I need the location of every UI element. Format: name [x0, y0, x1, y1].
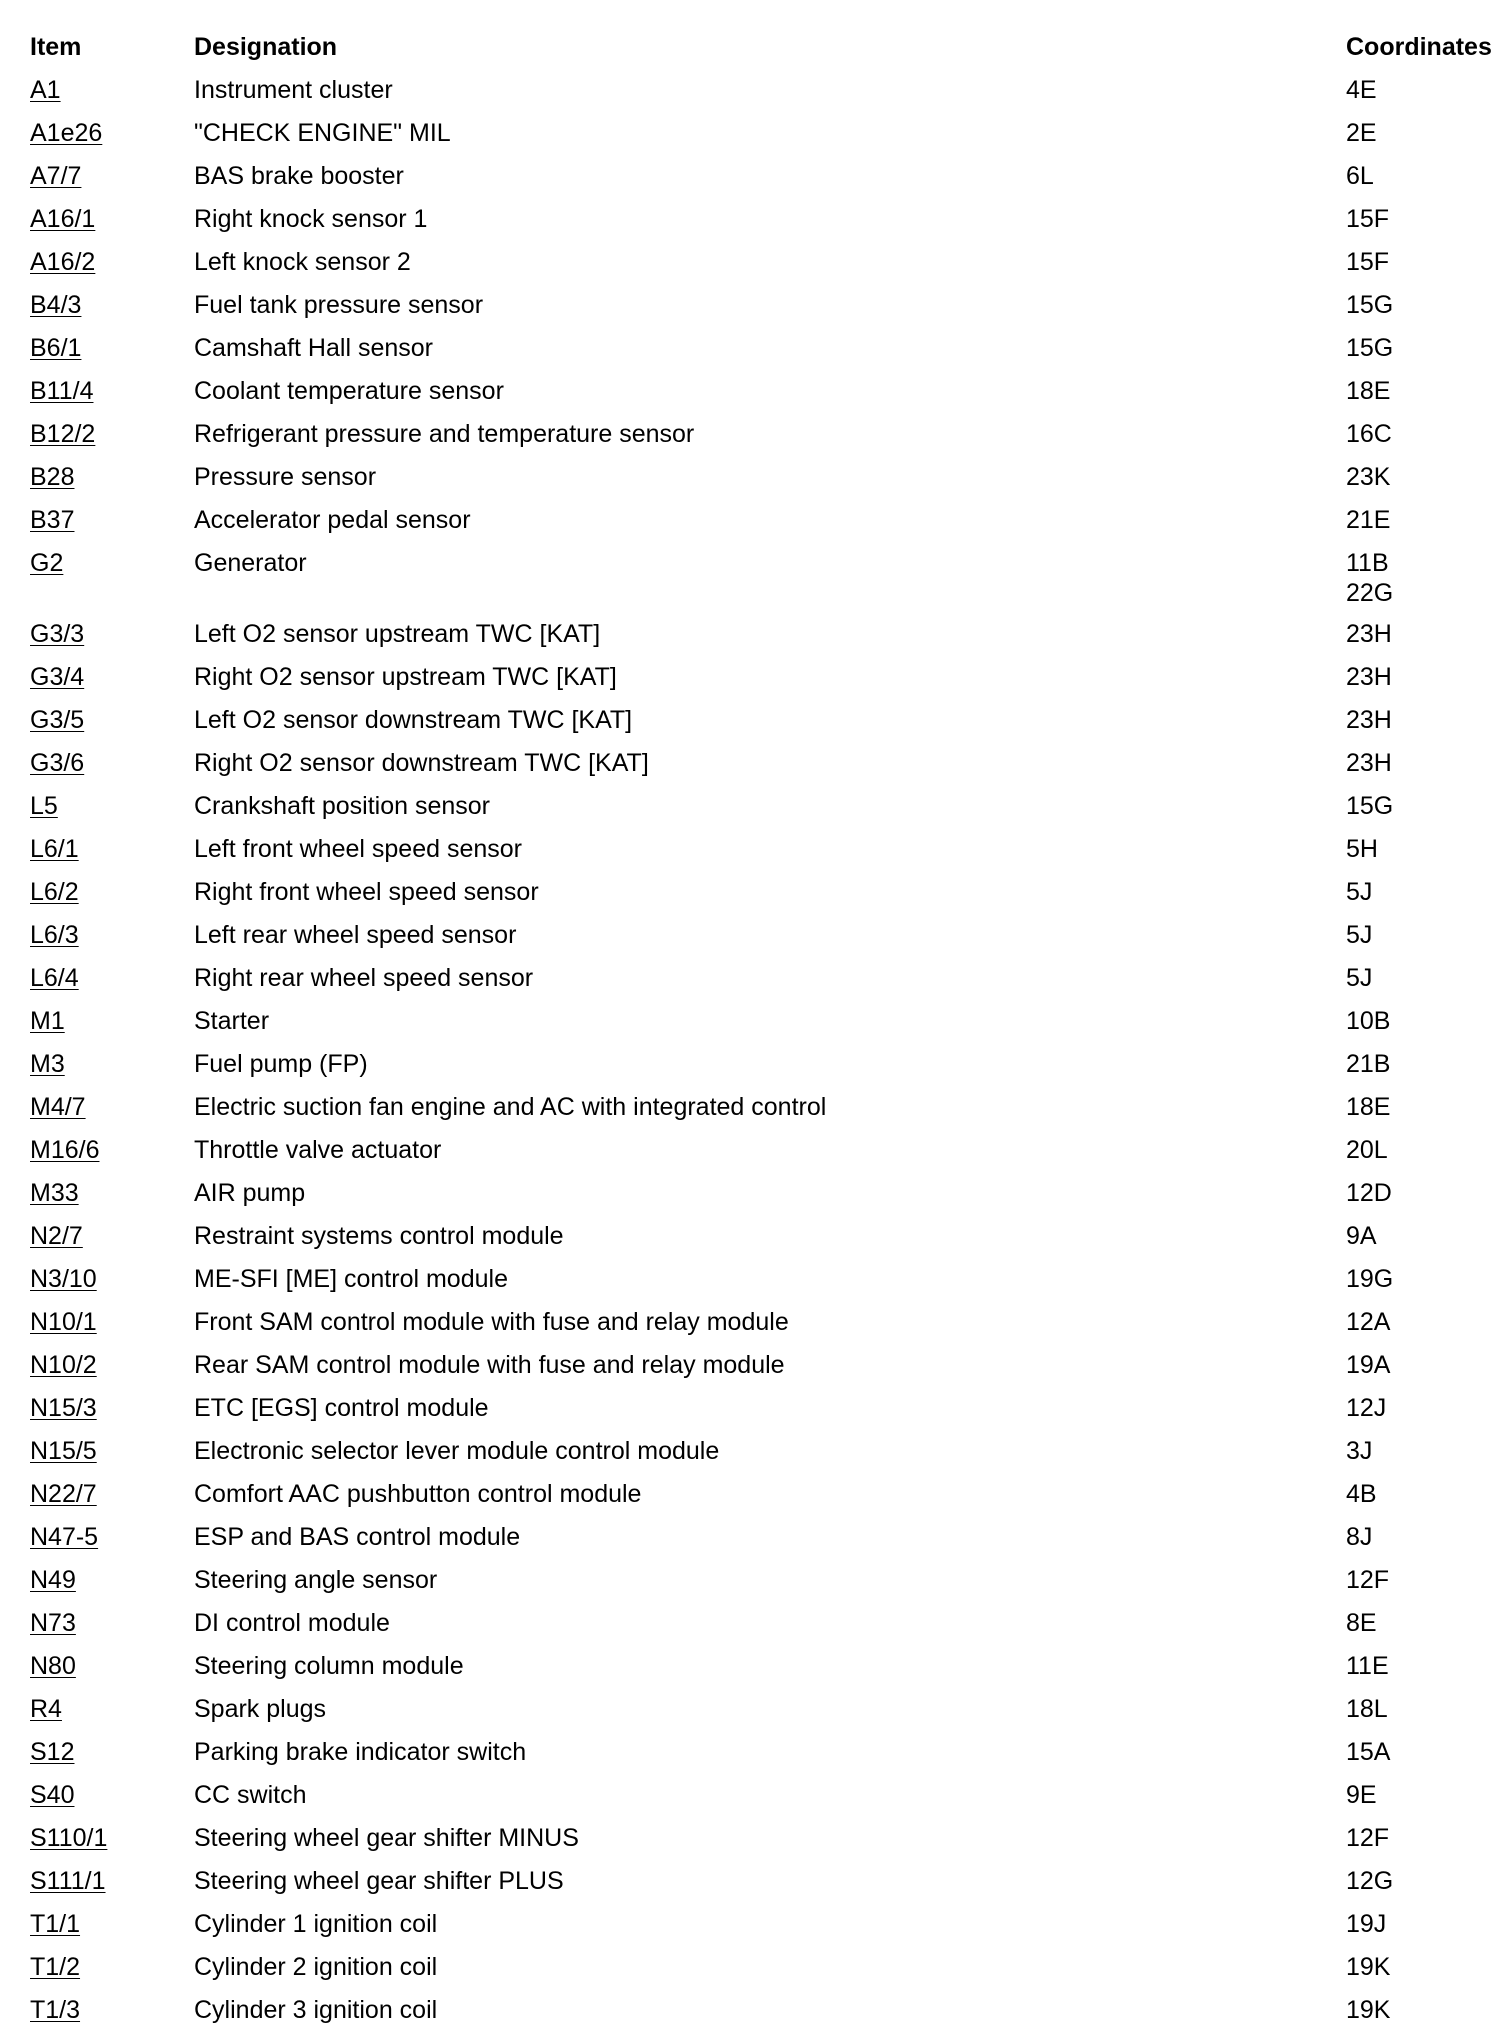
table-row: [30, 419, 1504, 462]
item-link[interactable]: T1/2: [30, 1953, 81, 1981]
coordinates-cell: [1346, 1737, 1496, 1767]
coordinate-value: 18L: [1346, 1695, 1388, 1723]
coordinate-value: 4B: [1346, 1480, 1377, 1508]
designation-text: Camshaft Hall sensor: [194, 334, 433, 362]
designation-text: Spark plugs: [194, 1695, 327, 1723]
table-row: [30, 1694, 1504, 1737]
designation-text: Comfort AAC pushbutton control module: [194, 1480, 642, 1508]
coordinate-value: 5J: [1346, 964, 1373, 992]
designation-text: Right O2 sensor upstream TWC [KAT]: [194, 663, 617, 691]
component-legend-table: [30, 32, 1504, 2038]
coordinate-value: 8E: [1346, 1609, 1377, 1637]
item-link[interactable]: S111/1: [30, 1867, 106, 1895]
designation-text: Electronic selector lever module control module: [194, 1437, 720, 1465]
coordinate-value: 6L: [1346, 162, 1374, 190]
table-row: [30, 791, 1504, 834]
coordinates-cell: [1346, 204, 1496, 234]
coordinates-cell: [1346, 748, 1496, 778]
item-link[interactable]: R4: [30, 1695, 62, 1723]
coordinates-cell: [1346, 791, 1496, 821]
designation-text: ETC [EGS] control module: [194, 1394, 489, 1422]
table-row: [30, 1006, 1504, 1049]
coordinates-cell: [1346, 1092, 1496, 1122]
item-link[interactable]: T1/1: [30, 1910, 81, 1938]
table-row: [30, 75, 1504, 118]
coordinates-cell: [1346, 1393, 1496, 1423]
coordinate-value: 9E: [1346, 1781, 1377, 1809]
table-row: [30, 748, 1504, 791]
item-link[interactable]: N15/5: [30, 1437, 97, 1465]
item-link[interactable]: A7/7: [30, 162, 82, 190]
coordinate-value: 21E: [1346, 506, 1391, 534]
designation-text: Cylinder 3 ignition coil: [194, 1996, 438, 2024]
table-row: [30, 1393, 1504, 1436]
coordinate-value: 23K: [1346, 463, 1391, 491]
coordinate-value: 12F: [1346, 1824, 1390, 1852]
item-link[interactable]: N10/1: [30, 1308, 97, 1336]
coordinate-value: 11E: [1346, 1652, 1389, 1680]
table-row: [30, 1479, 1504, 1522]
designation-text: Right rear wheel speed sensor: [194, 964, 534, 992]
table-row: [30, 1092, 1504, 1135]
coordinates-cell: [1346, 1608, 1496, 1638]
item-link[interactable]: S110/1: [30, 1824, 108, 1852]
coordinates-cell: [1346, 548, 1496, 608]
table-row: [30, 877, 1504, 920]
coordinate-value: 20L: [1346, 1136, 1388, 1164]
coordinates-cell: [1346, 290, 1496, 320]
coordinate-value: 8J: [1346, 1523, 1373, 1551]
coordinate-value: 15G: [1346, 291, 1394, 319]
designation-text: Right knock sensor 1: [194, 205, 428, 233]
coordinate-value: 19G: [1346, 1265, 1394, 1293]
designation-text: Steering angle sensor: [194, 1566, 438, 1594]
coordinate-value: 12D: [1346, 1179, 1392, 1207]
item-link[interactable]: M3: [30, 1050, 65, 1078]
coordinates-cell: [1346, 247, 1496, 277]
item-link[interactable]: B37: [30, 506, 75, 534]
table-row: [30, 1909, 1504, 1952]
coordinates-cell: [1346, 1264, 1496, 1294]
designation-text: Right O2 sensor downstream TWC [KAT]: [194, 749, 649, 777]
item-link[interactable]: G3/5: [30, 706, 85, 734]
table-row: [30, 1178, 1504, 1221]
designation-text: "CHECK ENGINE" MIL: [194, 119, 451, 147]
item-link[interactable]: M33: [30, 1179, 79, 1207]
item-link[interactable]: B4/3: [30, 291, 82, 319]
designation-text: Starter: [194, 1007, 270, 1035]
item-link[interactable]: N47-5: [30, 1523, 99, 1551]
coordinate-value: 18E: [1346, 1093, 1391, 1121]
item-link[interactable]: L6/1: [30, 835, 79, 863]
table-row: [30, 1823, 1504, 1866]
coordinates-cell: [1346, 1307, 1496, 1337]
coordinates-cell: [1346, 1694, 1496, 1724]
coordinate-value: 3J: [1346, 1437, 1373, 1465]
designation-text: Fuel tank pressure sensor: [194, 291, 484, 319]
table-row: [30, 1522, 1504, 1565]
item-link[interactable]: N49: [30, 1566, 76, 1594]
item-link[interactable]: S40: [30, 1781, 75, 1809]
coordinate-value: 22G: [1346, 579, 1394, 607]
table-row: [30, 290, 1504, 333]
table-row: [30, 1307, 1504, 1350]
item-link[interactable]: S12: [30, 1738, 75, 1766]
designation-text: Rear SAM control module with fuse and relay module: [194, 1351, 785, 1379]
item-link[interactable]: L5: [30, 792, 58, 820]
table-row: [30, 333, 1504, 376]
table-row: [30, 1350, 1504, 1393]
coordinates-cell: [1346, 920, 1496, 950]
table-row: [30, 1737, 1504, 1780]
coordinates-cell: [1346, 1651, 1496, 1681]
coordinate-value: 16C: [1346, 420, 1392, 448]
coordinates-cell: [1346, 1866, 1496, 1896]
table-row: [30, 1221, 1504, 1264]
designation-text: Cylinder 1 ignition coil: [194, 1910, 438, 1938]
coordinates-cell: [1346, 1436, 1496, 1466]
coordinates-cell: [1346, 1479, 1496, 1509]
designation-text: Cylinder 2 ignition coil: [194, 1953, 438, 1981]
coordinates-cell: [1346, 963, 1496, 993]
designation-text: Parking brake indicator switch: [194, 1738, 527, 1766]
coordinates-cell: [1346, 505, 1496, 535]
coordinates-cell: [1346, 161, 1496, 191]
table-row: [30, 1995, 1504, 2038]
coordinates-cell: [1346, 1049, 1496, 1079]
item-link[interactable]: A16/1: [30, 205, 96, 233]
coordinate-value: 11B: [1346, 549, 1389, 577]
designation-text: DI control module: [194, 1609, 390, 1637]
coordinate-value: 12G: [1346, 1867, 1394, 1895]
item-link[interactable]: N3/10: [30, 1265, 97, 1293]
item-link[interactable]: B11/4: [30, 377, 94, 405]
coordinates-cell: [1346, 662, 1496, 692]
designation-text: Fuel pump (FP): [194, 1050, 368, 1078]
coordinates-cell: [1346, 1178, 1496, 1208]
coordinate-value: 5J: [1346, 878, 1373, 906]
coordinate-value: 15F: [1346, 205, 1390, 233]
coordinate-value: 10B: [1346, 1007, 1391, 1035]
table-row: [30, 1436, 1504, 1479]
coordinate-value: 12A: [1346, 1308, 1391, 1336]
table-row: [30, 118, 1504, 161]
designation-text: Pressure sensor: [194, 463, 377, 491]
coordinate-value: 19J: [1346, 1910, 1387, 1938]
item-link[interactable]: N10/2: [30, 1351, 97, 1379]
item-link[interactable]: G2: [30, 549, 64, 577]
table-row: [30, 1264, 1504, 1307]
item-link[interactable]: M4/7: [30, 1093, 86, 1121]
item-link[interactable]: N80: [30, 1652, 76, 1680]
designation-text: Left rear wheel speed sensor: [194, 921, 517, 949]
coordinate-value: 4E: [1346, 76, 1377, 104]
coordinates-cell: [1346, 1565, 1496, 1595]
item-link[interactable]: G3/3: [30, 620, 85, 648]
table-row: [30, 619, 1504, 662]
coordinates-cell: [1346, 1522, 1496, 1552]
designation-text: Crankshaft position sensor: [194, 792, 490, 820]
item-link[interactable]: M1: [30, 1007, 65, 1035]
designation-text: Throttle valve actuator: [194, 1136, 442, 1164]
designation-text: Steering column module: [194, 1652, 464, 1680]
designation-text: BAS brake booster: [194, 162, 404, 190]
coordinate-value: 21B: [1346, 1050, 1391, 1078]
item-link[interactable]: A1e26: [30, 119, 103, 147]
designation-text: Steering wheel gear shifter PLUS: [194, 1867, 564, 1895]
designation-text: ESP and BAS control module: [194, 1523, 521, 1551]
table-row: [30, 1565, 1504, 1608]
coordinates-cell: [1346, 75, 1496, 105]
table-row: [30, 834, 1504, 877]
item-link[interactable]: B6/1: [30, 334, 82, 362]
designation-text: Right front wheel speed sensor: [194, 878, 539, 906]
table-row: [30, 161, 1504, 204]
designation-text: Generator: [194, 549, 307, 577]
coordinate-value: 18E: [1346, 377, 1391, 405]
coordinate-value: 5H: [1346, 835, 1378, 863]
coordinates-cell: [1346, 462, 1496, 492]
coordinates-cell: [1346, 1952, 1496, 1982]
coordinate-value: 15G: [1346, 334, 1394, 362]
coordinate-value: 19K: [1346, 1996, 1391, 2024]
designation-text: Coolant temperature sensor: [194, 377, 504, 405]
designation-text: Front SAM control module with fuse and relay module: [194, 1308, 789, 1336]
item-link[interactable]: N22/7: [30, 1480, 97, 1508]
coordinate-value: 23H: [1346, 706, 1392, 734]
designation-text: Left O2 sensor downstream TWC [KAT]: [194, 706, 633, 734]
coordinates-cell: [1346, 1995, 1496, 2025]
item-link[interactable]: M16/6: [30, 1136, 100, 1164]
coordinates-cell: [1346, 1006, 1496, 1036]
coordinate-value: 19K: [1346, 1953, 1391, 1981]
coordinates-cell: [1346, 1350, 1496, 1380]
coordinates-cell: [1346, 376, 1496, 406]
designation-text: Accelerator pedal sensor: [194, 506, 471, 534]
coordinates-cell: [1346, 705, 1496, 735]
coordinates-cell: [1346, 834, 1496, 864]
coordinate-value: 5J: [1346, 921, 1373, 949]
coordinate-value: 23H: [1346, 663, 1392, 691]
table-row: [30, 1135, 1504, 1178]
designation-text: AIR pump: [194, 1179, 306, 1207]
coordinates-cell: [1346, 1135, 1496, 1165]
coordinate-value: 12F: [1346, 1566, 1390, 1594]
item-link[interactable]: B28: [30, 463, 75, 491]
coordinate-value: 12J: [1346, 1394, 1387, 1422]
item-link[interactable]: L6/3: [30, 921, 79, 949]
item-link[interactable]: B12/2: [30, 420, 96, 448]
coordinate-value: 15G: [1346, 792, 1394, 820]
table-row: [30, 963, 1504, 1006]
coordinate-value: 23H: [1346, 620, 1392, 648]
item-link[interactable]: L6/2: [30, 878, 79, 906]
item-link[interactable]: T1/3: [30, 1996, 81, 2024]
item-link[interactable]: N73: [30, 1609, 76, 1637]
designation-text: Left O2 sensor upstream TWC [KAT]: [194, 620, 601, 648]
header-item: Item: [30, 33, 82, 61]
coordinates-cell: [1346, 1909, 1496, 1939]
table-row: [30, 920, 1504, 963]
coordinates-cell: [1346, 877, 1496, 907]
designation-text: Left front wheel speed sensor: [194, 835, 522, 863]
coordinate-value: 15A: [1346, 1738, 1391, 1766]
designation-text: Left knock sensor 2: [194, 248, 411, 276]
item-link[interactable]: A16/2: [30, 248, 96, 276]
coordinate-value: 19A: [1346, 1351, 1391, 1379]
table-row: [30, 204, 1504, 247]
table-row: [30, 548, 1504, 619]
coordinates-cell: [1346, 333, 1496, 363]
table-row: [30, 1866, 1504, 1909]
coordinates-cell: [1346, 1221, 1496, 1251]
coordinates-cell: [1346, 619, 1496, 649]
coordinates-cell: [1346, 1780, 1496, 1810]
item-link[interactable]: G3/6: [30, 749, 85, 777]
coordinates-cell: [1346, 1823, 1496, 1853]
item-link[interactable]: G3/4: [30, 663, 85, 691]
coordinate-value: 15F: [1346, 248, 1390, 276]
designation-text: Restraint systems control module: [194, 1222, 564, 1250]
table-row: [30, 1780, 1504, 1823]
coordinate-value: 2E: [1346, 119, 1377, 147]
table-row: [30, 462, 1504, 505]
item-link[interactable]: N2/7: [30, 1222, 83, 1250]
coordinates-cell: [1346, 419, 1496, 449]
designation-text: Electric suction fan engine and AC with integrated control: [194, 1093, 827, 1121]
designation-text: Steering wheel gear shifter MINUS: [194, 1824, 579, 1852]
table-row: [30, 1608, 1504, 1651]
designation-text: Instrument cluster: [194, 76, 393, 104]
table-row: [30, 662, 1504, 705]
designation-text: Refrigerant pressure and temperature sensor: [194, 420, 695, 448]
coordinates-cell: [1346, 118, 1496, 148]
table-row: [30, 1952, 1504, 1995]
table-header: [30, 32, 1504, 75]
designation-text: ME-SFI [ME] control module: [194, 1265, 508, 1293]
table-row: [30, 705, 1504, 748]
designation-text: CC switch: [194, 1781, 307, 1809]
item-link[interactable]: L6/4: [30, 964, 79, 992]
table-row: [30, 505, 1504, 548]
table-row: [30, 1049, 1504, 1092]
table-row: [30, 247, 1504, 290]
item-link[interactable]: N15/3: [30, 1394, 97, 1422]
item-link[interactable]: A1: [30, 76, 61, 104]
table-row: [30, 376, 1504, 419]
header-designation: Designation: [194, 33, 338, 61]
table-body: [30, 75, 1504, 2038]
coordinate-value: 23H: [1346, 749, 1392, 777]
table-row: [30, 1651, 1504, 1694]
header-coordinates: Coordinates: [1346, 33, 1492, 61]
coordinate-value: 9A: [1346, 1222, 1377, 1250]
